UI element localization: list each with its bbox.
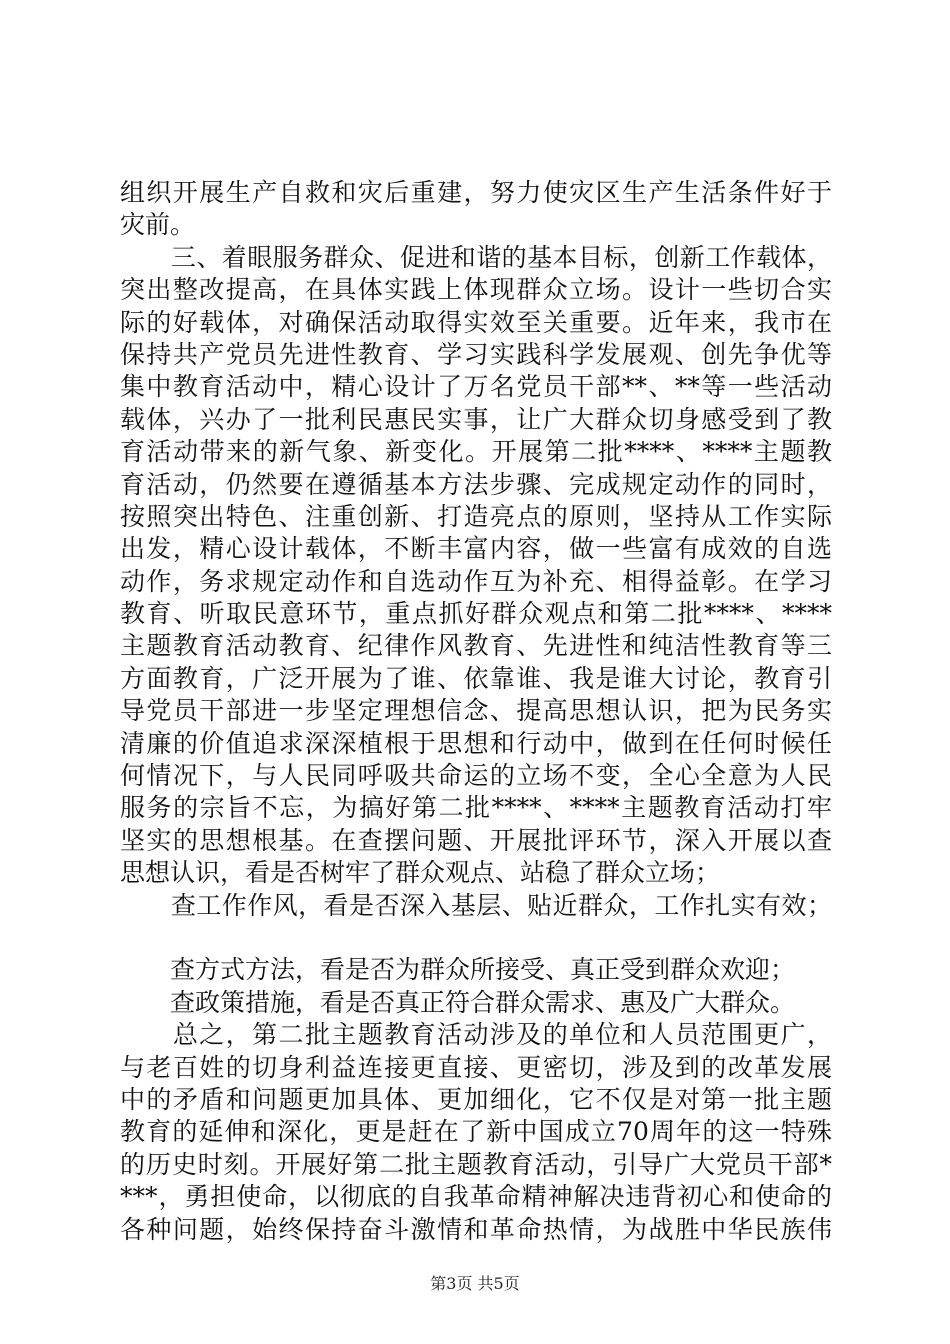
text-line: 与老百姓的切身利益连接更直接、更密切，涉及到的改革发展 [120, 1052, 832, 1082]
text-line: 出发，精心设计载体，不断丰富内容，做一些富有成效的自选 [120, 534, 832, 564]
blank-line [120, 922, 832, 954]
text-line: 总之，第二批主题教育活动涉及的单位和人员范围更广， [120, 1020, 832, 1050]
text-line: 组织开展生产自救和灾后重建，努力使灾区生产生活条件好于 [120, 178, 832, 207]
text-line: 方面教育，广泛开展为了谁、依靠谁、我是谁大讨论，教育引 [120, 663, 832, 693]
text-line: 教育的延伸和深化，更是赶在了新中国成立70周年的这一特殊 [120, 1117, 832, 1147]
text-line: 教育、听取民意环节，重点抓好群众观点和第二批****、**** [120, 599, 832, 629]
text-line: 思想认识，看是否树牢了群众观点、站稳了群众立场； [120, 858, 721, 888]
text-line: 育活动带来的新气象、新变化。开展第二批****、****主题教 [120, 437, 832, 467]
text-line: 坚实的思想根基。在查摆问题、开展批评环节，深入开展以查 [120, 825, 832, 855]
text-line: 际的好载体，对确保活动取得实效至关重要。近年来，我市在 [120, 307, 832, 337]
text-line: 主题教育活动教育、纪律作风教育、先进性和纯洁性教育等三 [120, 631, 832, 661]
text-line: 清廉的价值追求深深植根于思想和行动中，做到在任何时候任 [120, 728, 832, 758]
text-line: 查方式方法，看是否为群众所接受、真正受到群众欢迎； [120, 955, 796, 985]
text-line: 中的矛盾和问题更加具体、更加细化，它不仅是对第一批主题 [120, 1084, 832, 1114]
document-body [120, 177, 832, 1246]
text-line: 各种问题，始终保持奋斗激情和革命热情，为战胜中华民族伟 [120, 1214, 832, 1244]
text-line: 何情况下，与人民同呼吸共命运的立场不变，全心全意为人民 [120, 761, 832, 791]
text-line: 导党员干部进一步坚定理想信念、提高思想认识，把为民务实 [120, 696, 832, 726]
page-number: 第3页 共5页 [430, 1274, 520, 1293]
text-line: 集中教育活动中，精心设计了万名党员干部**、**等一些活动 [120, 372, 832, 402]
text-line: 保持共产党员先进性教育、学习实践科学发展观、创先争优等 [120, 339, 832, 369]
text-line: 灾前。 [120, 210, 196, 240]
text-line: 三、着眼服务群众、促进和谐的基本目标，创新工作载体， [120, 242, 832, 272]
text-line: 查政策措施，看是否真正符合群众需求、惠及广大群众。 [120, 987, 796, 1017]
text-line: 按照突出特色、注重创新、打造亮点的原则，坚持从工作实际 [120, 501, 832, 531]
text-line: ***，勇担使命，以彻底的自我革命精神解决违背初心和使命的 [120, 1182, 832, 1212]
text-line: 查工作作风，看是否深入基层、贴近群众，工作扎实有效； [120, 890, 832, 920]
page-footer [0, 1271, 950, 1294]
text-line: 服务的宗旨不忘，为搞好第二批****、****主题教育活动打牢 [120, 793, 832, 823]
text-line: 动作，务求规定动作和自选动作互为补充、相得益彰。在学习 [120, 566, 832, 596]
text-line: 的历史时刻。开展好第二批主题教育活动，引导广大党员干部* [120, 1149, 832, 1179]
text-line: 载体，兴办了一批利民惠民实事，让广大群众切身感受到了教 [120, 404, 832, 434]
text-line: 育活动，仍然要在遵循基本方法步骤、完成规定动作的同时， [120, 469, 832, 499]
text-line: 突出整改提高，在具体实践上体现群众立场。设计一些切合实 [120, 275, 832, 305]
